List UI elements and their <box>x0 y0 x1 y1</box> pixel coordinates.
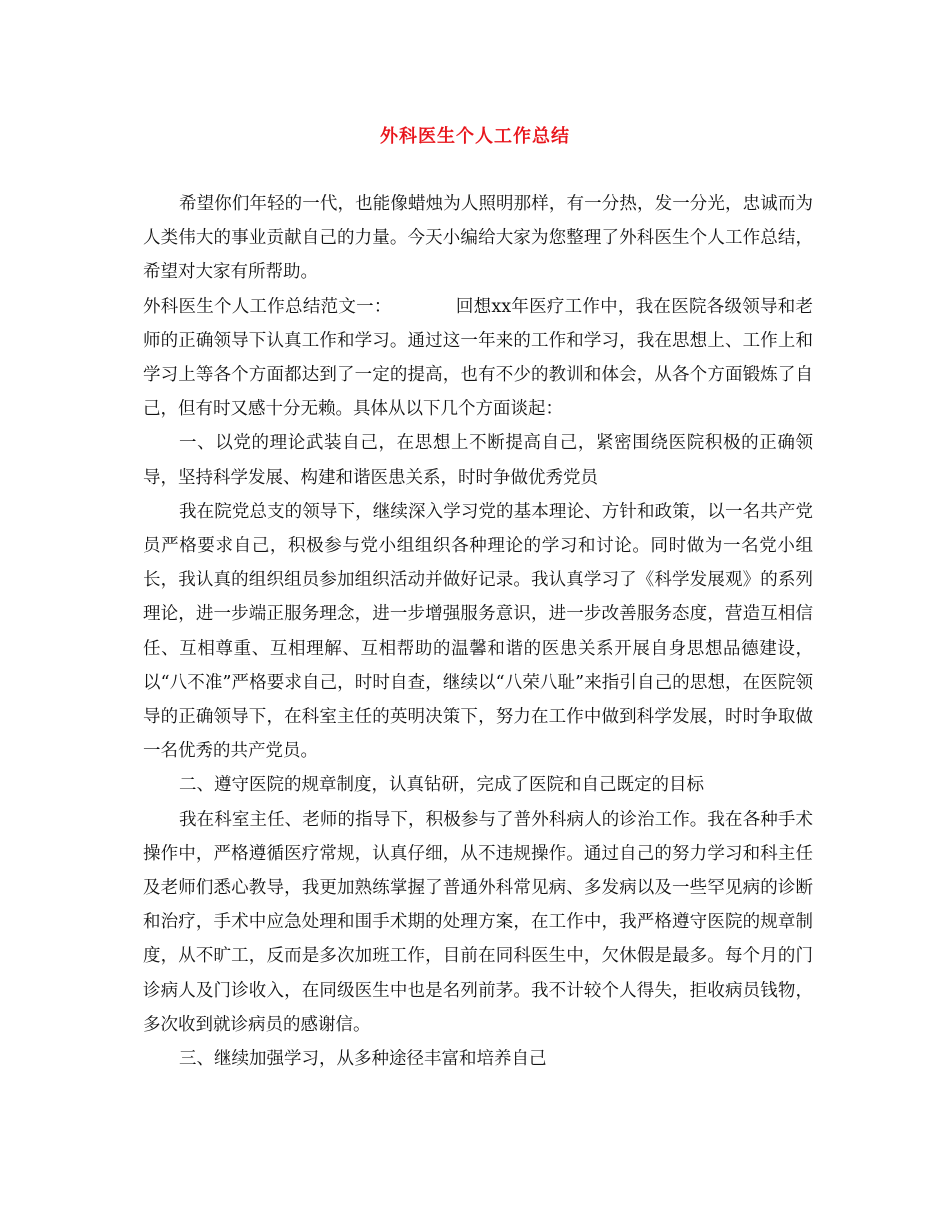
section-paragraph-1: 我在院党总支的领导下，继续深入学习党的基本理论、方针和政策，以一名共产党员严格要求自己，积极参与党小组组织各种理论的学习和讨论。同时做为一名党小组长，我认真的组织组员参加组织活动并做好记录。我认真学习了《科学发展观》的系列理论，进一步端正服务理念，进一步增强服务意识，进一步改善服务态度，营造互相信任、互相尊重、互相理解、互相帮助的温馨和谐的医患关系开展自身思想品德建设，以“八不准”严格要求自己，时时自查，继续以“八荣八耻”来指引自己的思想，在医院领导的正确领导下，在科室主任的英明决策下，努力在工作中做到科学发展，时时争取做一名优秀的共产党员。 <box>143 501 813 762</box>
document-title: 外科医生个人工作总结 <box>380 126 570 147</box>
intro-paragraph: 希望你们年轻的一代，也能像蜡烛为人照明那样，有一分热，发一分光，忠诚而为人类伟大的事业贡献自己的力量。今天小编给大家为您整理了外科医生个人工作总结，希望对大家有所帮助。 <box>143 194 813 283</box>
section-heading-3: 三、继续加强学习，从多种途径丰富和培养自己 <box>179 1049 547 1070</box>
section-heading-2: 二、遵守医院的规章制度，认真钻研，完成了医院和自己既定的目标 <box>179 775 704 796</box>
section-paragraph-2: 我在科室主任、老师的指导下，积极参与了普外科病人的诊治工作。我在各种手术操作中，严格遵循医疗常规，认真仔细，从不违规操作。通过自己的努力学习和科主任及老师们悉心教导，我更加熟练掌握了普通外科常见病、多发病以及一些罕见病的诊断和治疗，手术中应急处理和围手术期的处理方案，在工作中，我严格遵守医院的规章制度，从不旷工，反而是多次加班工作，目前在同科医生中，欠休假是最多。每个月的门诊病人及门诊收入，在同级医生中也是名列前茅。我不计较个人得失，拒收病员钱物，多次收到就诊病员的感谢信。 <box>143 809 813 1035</box>
sample-paragraph <box>143 290 813 427</box>
sample-body: 回想xx年医疗工作中，我在医院各级领导和老师的正确领导下认真工作和学习。通过这一年来的工作和学习，我在思想上、工作上和学习上等各个方面都达到了一定的提高，也有不少的教训和体会，从各个方面锻炼了自己，但有时又感十分无赖。具体从以下几个方面谈起： <box>143 296 813 420</box>
document-body <box>143 187 813 1076</box>
sample-label: 外科医生个人工作总结范文一： <box>143 296 392 317</box>
section-heading-1: 一、以党的理论武装自己，在思想上不断提高自己，紧密围绕医院积极的正确领导，坚持科学发展、构建和谐医患关系，时时争做优秀党员 <box>143 433 813 488</box>
